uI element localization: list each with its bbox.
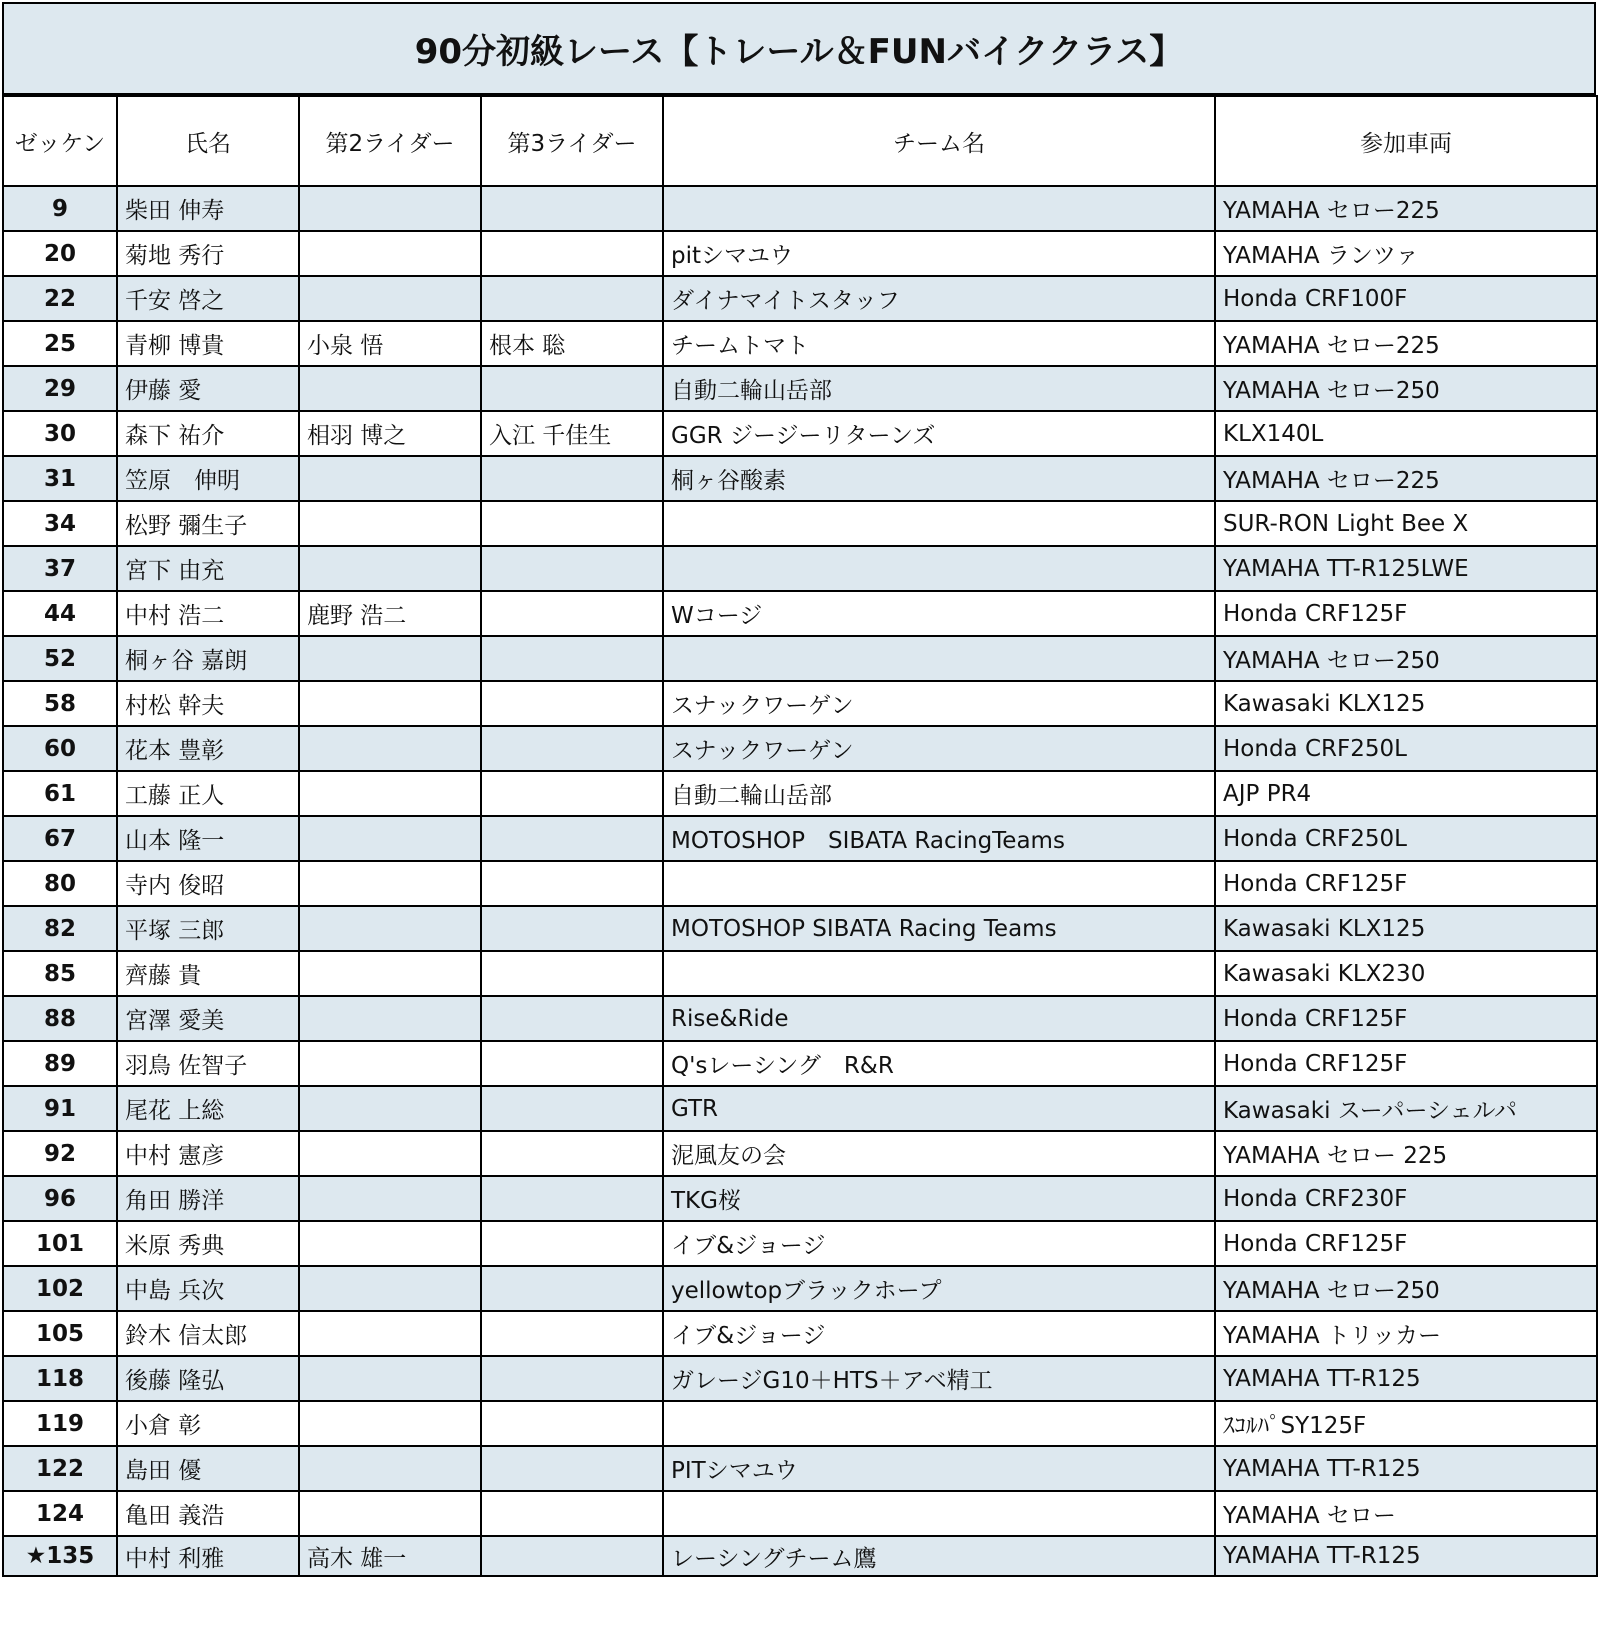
- header-row: [3, 96, 1597, 186]
- third-rider-cell: [481, 1266, 663, 1311]
- vehicle-cell: YAMAHA ランツァ: [1215, 231, 1597, 276]
- table-row: [3, 366, 1597, 411]
- team-name-cell: Q'sレーシング R&R: [663, 1041, 1215, 1086]
- second-rider-cell: [299, 456, 481, 501]
- vehicle-cell: Honda CRF250L: [1215, 816, 1597, 861]
- entry-table: [2, 95, 1598, 1577]
- vehicle-cell: YAMAHA TT-R125: [1215, 1536, 1597, 1576]
- rider-name-cell: 中島 兵次: [117, 1266, 299, 1311]
- third-rider-cell: [481, 366, 663, 411]
- entry-number-cell: 58: [3, 681, 117, 726]
- vehicle-cell: Kawasaki スーパーシェルパ: [1215, 1086, 1597, 1131]
- table-row: [3, 1176, 1597, 1221]
- table-row: [3, 1041, 1597, 1086]
- team-name-cell: [663, 1491, 1215, 1536]
- team-name-cell: 自動二輪山岳部: [663, 366, 1215, 411]
- vehicle-cell: YAMAHA セロー225: [1215, 321, 1597, 366]
- second-rider-cell: [299, 996, 481, 1041]
- team-name-cell: イブ&ジョージ: [663, 1221, 1215, 1266]
- third-rider-cell: [481, 1041, 663, 1086]
- second-rider-cell: [299, 366, 481, 411]
- vehicle-cell: Kawasaki KLX125: [1215, 681, 1597, 726]
- second-rider-cell: [299, 816, 481, 861]
- vehicle-cell: YAMAHA セロー250: [1215, 636, 1597, 681]
- team-name-cell: Rise&Ride: [663, 996, 1215, 1041]
- table-row: [3, 1536, 1597, 1576]
- third-rider-cell: [481, 861, 663, 906]
- vehicle-cell: Kawasaki KLX230: [1215, 951, 1597, 996]
- column-header-rider3: 第3ライダー: [481, 96, 663, 186]
- entry-number-cell: 31: [3, 456, 117, 501]
- entry-list-sheet: [2, 2, 1596, 1577]
- second-rider-cell: 鹿野 浩二: [299, 591, 481, 636]
- rider-name-cell: 笠原 伸明: [117, 456, 299, 501]
- entry-number-cell: 124: [3, 1491, 117, 1536]
- second-rider-cell: 小泉 悟: [299, 321, 481, 366]
- third-rider-cell: [481, 276, 663, 321]
- vehicle-cell: Kawasaki KLX125: [1215, 906, 1597, 951]
- rider-name-cell: 村松 幹夫: [117, 681, 299, 726]
- team-name-cell: [663, 186, 1215, 231]
- column-header-name: 氏名: [117, 96, 299, 186]
- team-name-cell: ダイナマイトスタッフ: [663, 276, 1215, 321]
- rider-name-cell: 菊地 秀行: [117, 231, 299, 276]
- second-rider-cell: [299, 681, 481, 726]
- second-rider-cell: [299, 726, 481, 771]
- rider-name-cell: 柴田 伸寿: [117, 186, 299, 231]
- second-rider-cell: 高木 雄一: [299, 1536, 481, 1576]
- entry-number-cell: 67: [3, 816, 117, 861]
- table-row: [3, 1491, 1597, 1536]
- team-name-cell: [663, 501, 1215, 546]
- entry-number-cell: 92: [3, 1131, 117, 1176]
- third-rider-cell: [481, 591, 663, 636]
- third-rider-cell: 根本 聡: [481, 321, 663, 366]
- rider-name-cell: 米原 秀典: [117, 1221, 299, 1266]
- entry-number-cell: 82: [3, 906, 117, 951]
- vehicle-cell: AJP PR4: [1215, 771, 1597, 816]
- team-name-cell: 自動二輪山岳部: [663, 771, 1215, 816]
- third-rider-cell: [481, 636, 663, 681]
- rider-name-cell: 青柳 博貴: [117, 321, 299, 366]
- vehicle-cell: Honda CRF125F: [1215, 1221, 1597, 1266]
- second-rider-cell: [299, 906, 481, 951]
- vehicle-cell: YAMAHA トリッカー: [1215, 1311, 1597, 1356]
- entry-number-cell: 80: [3, 861, 117, 906]
- team-name-cell: ガレージG10＋HTS＋アベ精工: [663, 1356, 1215, 1401]
- entry-number-cell: 30: [3, 411, 117, 456]
- third-rider-cell: [481, 1311, 663, 1356]
- third-rider-cell: [481, 1536, 663, 1576]
- second-rider-cell: [299, 1446, 481, 1491]
- second-rider-cell: [299, 231, 481, 276]
- vehicle-cell: YAMAHA セロー 225: [1215, 1131, 1597, 1176]
- rider-name-cell: 尾花 上総: [117, 1086, 299, 1131]
- team-name-cell: イブ&ジョージ: [663, 1311, 1215, 1356]
- rider-name-cell: 山本 隆一: [117, 816, 299, 861]
- rider-name-cell: 小倉 彰: [117, 1401, 299, 1446]
- table-row: [3, 726, 1597, 771]
- third-rider-cell: [481, 1086, 663, 1131]
- third-rider-cell: [481, 1446, 663, 1491]
- rider-name-cell: 平塚 三郎: [117, 906, 299, 951]
- table-row: [3, 1356, 1597, 1401]
- third-rider-cell: [481, 1491, 663, 1536]
- rider-name-cell: 中村 憲彦: [117, 1131, 299, 1176]
- second-rider-cell: [299, 501, 481, 546]
- third-rider-cell: [481, 1131, 663, 1176]
- column-header-number: ゼッケン: [3, 96, 117, 186]
- second-rider-cell: [299, 1086, 481, 1131]
- table-row: [3, 1311, 1597, 1356]
- team-name-cell: yellowtopブラックホープ: [663, 1266, 1215, 1311]
- team-name-cell: スナックワーゲン: [663, 681, 1215, 726]
- third-rider-cell: [481, 816, 663, 861]
- entry-number-cell: 34: [3, 501, 117, 546]
- table-row: [3, 1086, 1597, 1131]
- table-row: [3, 771, 1597, 816]
- rider-name-cell: 伊藤 愛: [117, 366, 299, 411]
- table-row: [3, 1131, 1597, 1176]
- vehicle-cell: KLX140L: [1215, 411, 1597, 456]
- rider-name-cell: 寺内 俊昭: [117, 861, 299, 906]
- vehicle-cell: YAMAHA セロー225: [1215, 456, 1597, 501]
- entry-number-cell: 22: [3, 276, 117, 321]
- team-name-cell: pitシマユウ: [663, 231, 1215, 276]
- third-rider-cell: [481, 726, 663, 771]
- entry-number-cell: 85: [3, 951, 117, 996]
- table-row: [3, 456, 1597, 501]
- table-row: [3, 501, 1597, 546]
- vehicle-cell: Honda CRF230F: [1215, 1176, 1597, 1221]
- team-name-cell: [663, 951, 1215, 996]
- team-name-cell: PITシマユウ: [663, 1446, 1215, 1491]
- vehicle-cell: YAMAHA セロー250: [1215, 366, 1597, 411]
- vehicle-cell: SUR-RON Light Bee X: [1215, 501, 1597, 546]
- team-name-cell: MOTOSHOP SIBATA RacingTeams: [663, 816, 1215, 861]
- entry-number-cell: 91: [3, 1086, 117, 1131]
- vehicle-cell: Honda CRF125F: [1215, 861, 1597, 906]
- entry-number-cell: 88: [3, 996, 117, 1041]
- team-name-cell: GTR: [663, 1086, 1215, 1131]
- rider-name-cell: 齊藤 貴: [117, 951, 299, 996]
- third-rider-cell: [481, 1401, 663, 1446]
- second-rider-cell: 相羽 博之: [299, 411, 481, 456]
- team-name-cell: [663, 546, 1215, 591]
- second-rider-cell: [299, 1266, 481, 1311]
- entry-number-cell: 9: [3, 186, 117, 231]
- second-rider-cell: [299, 1356, 481, 1401]
- table-row: [3, 951, 1597, 996]
- entry-number-cell: 52: [3, 636, 117, 681]
- team-name-cell: GGR ジージーリターンズ: [663, 411, 1215, 456]
- team-name-cell: [663, 636, 1215, 681]
- third-rider-cell: [481, 1221, 663, 1266]
- vehicle-cell: YAMAHA セロー225: [1215, 186, 1597, 231]
- team-name-cell: レーシングチーム鷹: [663, 1536, 1215, 1576]
- second-rider-cell: [299, 546, 481, 591]
- vehicle-cell: Honda CRF125F: [1215, 1041, 1597, 1086]
- table-row: [3, 1266, 1597, 1311]
- rider-name-cell: 羽鳥 佐智子: [117, 1041, 299, 1086]
- second-rider-cell: [299, 1491, 481, 1536]
- team-name-cell: [663, 1401, 1215, 1446]
- third-rider-cell: [481, 501, 663, 546]
- rider-name-cell: 亀田 義浩: [117, 1491, 299, 1536]
- table-row: [3, 1446, 1597, 1491]
- table-row: [3, 276, 1597, 321]
- third-rider-cell: [481, 1356, 663, 1401]
- column-header-team: チーム名: [663, 96, 1215, 186]
- page-title: 90分初級レース【トレール＆FUNバイククラス】: [2, 2, 1596, 95]
- entry-number-cell: 25: [3, 321, 117, 366]
- entry-number-cell: 102: [3, 1266, 117, 1311]
- second-rider-cell: [299, 861, 481, 906]
- second-rider-cell: [299, 276, 481, 321]
- second-rider-cell: [299, 1131, 481, 1176]
- second-rider-cell: [299, 186, 481, 231]
- team-name-cell: 桐ヶ谷酸素: [663, 456, 1215, 501]
- table-row: [3, 681, 1597, 726]
- second-rider-cell: [299, 771, 481, 816]
- entry-number-cell: 101: [3, 1221, 117, 1266]
- vehicle-cell: Honda CRF125F: [1215, 996, 1597, 1041]
- rider-name-cell: 桐ヶ谷 嘉朗: [117, 636, 299, 681]
- second-rider-cell: [299, 1311, 481, 1356]
- column-header-vehicle: 参加車両: [1215, 96, 1597, 186]
- table-row: [3, 861, 1597, 906]
- second-rider-cell: [299, 636, 481, 681]
- second-rider-cell: [299, 1041, 481, 1086]
- entry-number-cell: ★135: [3, 1536, 117, 1576]
- rider-name-cell: 工藤 正人: [117, 771, 299, 816]
- team-name-cell: [663, 861, 1215, 906]
- vehicle-cell: Honda CRF250L: [1215, 726, 1597, 771]
- table-row: [3, 591, 1597, 636]
- table-row: [3, 546, 1597, 591]
- table-row: [3, 816, 1597, 861]
- third-rider-cell: [481, 681, 663, 726]
- rider-name-cell: 森下 祐介: [117, 411, 299, 456]
- rider-name-cell: 中村 浩二: [117, 591, 299, 636]
- team-name-cell: チームトマト: [663, 321, 1215, 366]
- entry-number-cell: 122: [3, 1446, 117, 1491]
- rider-name-cell: 千安 啓之: [117, 276, 299, 321]
- table-row: [3, 411, 1597, 456]
- entry-number-cell: 119: [3, 1401, 117, 1446]
- vehicle-cell: YAMAHA TT-R125: [1215, 1446, 1597, 1491]
- rider-name-cell: 鈴木 信太郎: [117, 1311, 299, 1356]
- table-row: [3, 636, 1597, 681]
- entry-number-cell: 37: [3, 546, 117, 591]
- entry-number-cell: 61: [3, 771, 117, 816]
- rider-name-cell: 宮澤 愛美: [117, 996, 299, 1041]
- column-header-rider2: 第2ライダー: [299, 96, 481, 186]
- table-row: [3, 996, 1597, 1041]
- team-name-cell: 泥風友の会: [663, 1131, 1215, 1176]
- third-rider-cell: [481, 1176, 663, 1221]
- rider-name-cell: 花本 豊彰: [117, 726, 299, 771]
- third-rider-cell: 入江 千佳生: [481, 411, 663, 456]
- rider-name-cell: 後藤 隆弘: [117, 1356, 299, 1401]
- table-row: [3, 1221, 1597, 1266]
- entry-number-cell: 20: [3, 231, 117, 276]
- second-rider-cell: [299, 951, 481, 996]
- third-rider-cell: [481, 546, 663, 591]
- vehicle-cell: YAMAHA セロー250: [1215, 1266, 1597, 1311]
- team-name-cell: スナックワーゲン: [663, 726, 1215, 771]
- rider-name-cell: 島田 優: [117, 1446, 299, 1491]
- vehicle-cell: Honda CRF100F: [1215, 276, 1597, 321]
- entry-number-cell: 89: [3, 1041, 117, 1086]
- team-name-cell: TKG桜: [663, 1176, 1215, 1221]
- entry-number-cell: 60: [3, 726, 117, 771]
- rider-name-cell: 中村 利雅: [117, 1536, 299, 1576]
- third-rider-cell: [481, 906, 663, 951]
- vehicle-cell: Honda CRF125F: [1215, 591, 1597, 636]
- entry-number-cell: 29: [3, 366, 117, 411]
- third-rider-cell: [481, 231, 663, 276]
- rider-name-cell: 松野 彌生子: [117, 501, 299, 546]
- vehicle-cell: ｽｺﾙﾊﾟSY125F: [1215, 1401, 1597, 1446]
- entry-number-cell: 96: [3, 1176, 117, 1221]
- table-row: [3, 231, 1597, 276]
- second-rider-cell: [299, 1401, 481, 1446]
- team-name-cell: MOTOSHOP SIBATA Racing Teams: [663, 906, 1215, 951]
- vehicle-cell: YAMAHA セロー: [1215, 1491, 1597, 1536]
- vehicle-cell: YAMAHA TT-R125LWE: [1215, 546, 1597, 591]
- third-rider-cell: [481, 186, 663, 231]
- third-rider-cell: [481, 771, 663, 816]
- entry-number-cell: 105: [3, 1311, 117, 1356]
- table-row: [3, 186, 1597, 231]
- entry-number-cell: 44: [3, 591, 117, 636]
- vehicle-cell: YAMAHA TT-R125: [1215, 1356, 1597, 1401]
- rider-name-cell: 角田 勝洋: [117, 1176, 299, 1221]
- entry-number-cell: 118: [3, 1356, 117, 1401]
- third-rider-cell: [481, 996, 663, 1041]
- table-row: [3, 321, 1597, 366]
- second-rider-cell: [299, 1221, 481, 1266]
- table-row: [3, 1401, 1597, 1446]
- third-rider-cell: [481, 951, 663, 996]
- rider-name-cell: 宮下 由充: [117, 546, 299, 591]
- third-rider-cell: [481, 456, 663, 501]
- team-name-cell: Wコージ: [663, 591, 1215, 636]
- table-row: [3, 906, 1597, 951]
- second-rider-cell: [299, 1176, 481, 1221]
